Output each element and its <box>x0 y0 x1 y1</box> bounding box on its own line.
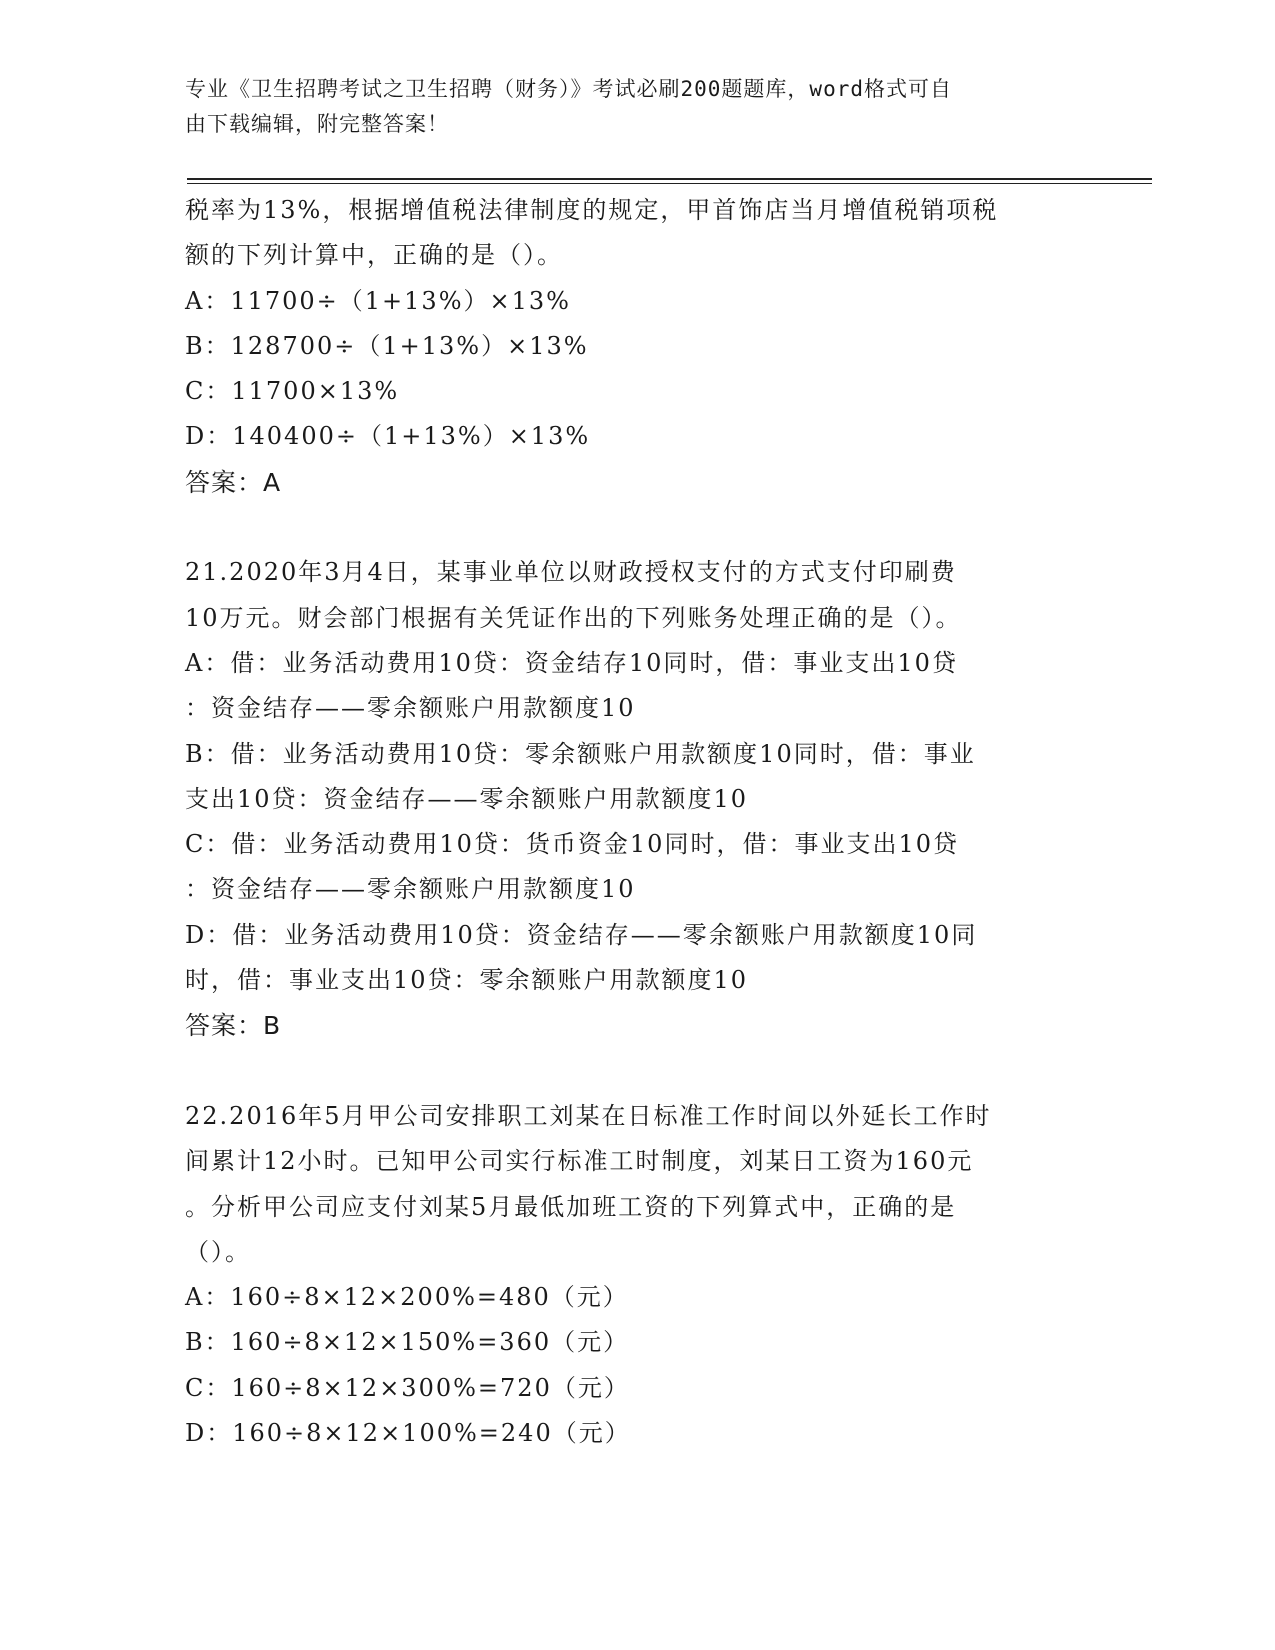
option-b: B：128700÷（1+13%）×13% <box>185 331 589 360</box>
question-20 <box>185 188 1085 505</box>
question-22 <box>185 1094 1085 1456</box>
option-d: D：借：业务活动费用10贷：资金结存——零余额账户用款额度10同 <box>185 920 978 949</box>
question-spacer <box>185 505 1085 550</box>
question-stem-line: 22.2016年5月甲公司安排职工刘某在日标准工作时间以外延长工作时 <box>185 1101 992 1130</box>
answer: 答案：B <box>185 1011 282 1041</box>
question-stem-line: 额的下列计算中，正确的是（）。 <box>185 241 563 270</box>
question-stem-line: 10万元。财会部门根据有关凭证作出的下列账务处理正确的是（）。 <box>185 603 962 632</box>
question-stem-line: 间累计12小时。已知甲公司实行标准工时制度，刘某日工资为160元 <box>185 1147 974 1176</box>
option-a: A：11700÷（1+13%）×13% <box>185 286 571 315</box>
question-stem-line: 21.2020年3月4日，某事业单位以财政授权支付的方式支付印刷费 <box>185 558 957 587</box>
option-c: C：160÷8×12×300%=720（元） <box>185 1373 630 1402</box>
option-c: C：11700×13% <box>185 377 400 406</box>
page-header <box>185 72 1065 142</box>
option-a: A：160÷8×12×200%=480（元） <box>185 1283 629 1312</box>
question-stem-line: 。分析甲公司应支付刘某5月最低加班工资的下列算式中，正确的是 <box>185 1192 957 1221</box>
option-b: B：借：业务活动费用10贷：零余额账户用款额度10同时，借：事业 <box>185 739 976 768</box>
answer: 答案：A <box>185 467 282 497</box>
option-d: D：140400÷（1+13%）×13% <box>185 422 591 451</box>
question-21 <box>185 550 1085 1048</box>
header-line-1: 专业《卫生招聘考试之卫生招聘（财务）》考试必刷200题题库，word格式可自 <box>185 77 952 101</box>
header-divider-thick <box>187 178 1152 180</box>
header-line-2: 由下载编辑，附完整答案！ <box>185 112 449 136</box>
header-divider-thin <box>187 183 1152 184</box>
document-body <box>185 188 1085 1456</box>
option-b: B：160÷8×12×150%=360（元） <box>185 1328 630 1357</box>
question-spacer <box>185 1049 1085 1094</box>
option-a: A：借：业务活动费用10贷：资金结存10同时，借：事业支出10贷 <box>185 648 958 677</box>
option-c-continued: ：资金结存——零余额账户用款额度10 <box>185 875 636 904</box>
question-stem-line: （）。 <box>185 1237 251 1266</box>
option-c: C：借：业务活动费用10贷：货币资金10同时，借：事业支出10贷 <box>185 830 959 859</box>
option-a-continued: ：资金结存——零余额账户用款额度10 <box>185 694 636 723</box>
option-d: D：160÷8×12×100%=240（元） <box>185 1419 631 1448</box>
question-stem-line: 税率为13%，根据增值税法律制度的规定，甲首饰店当月增值税销项税 <box>185 196 999 224</box>
option-b-continued: 支出10贷：资金结存——零余额账户用款额度10 <box>185 784 749 813</box>
option-d-continued: 时，借：事业支出10贷：零余额账户用款额度10 <box>185 966 749 995</box>
